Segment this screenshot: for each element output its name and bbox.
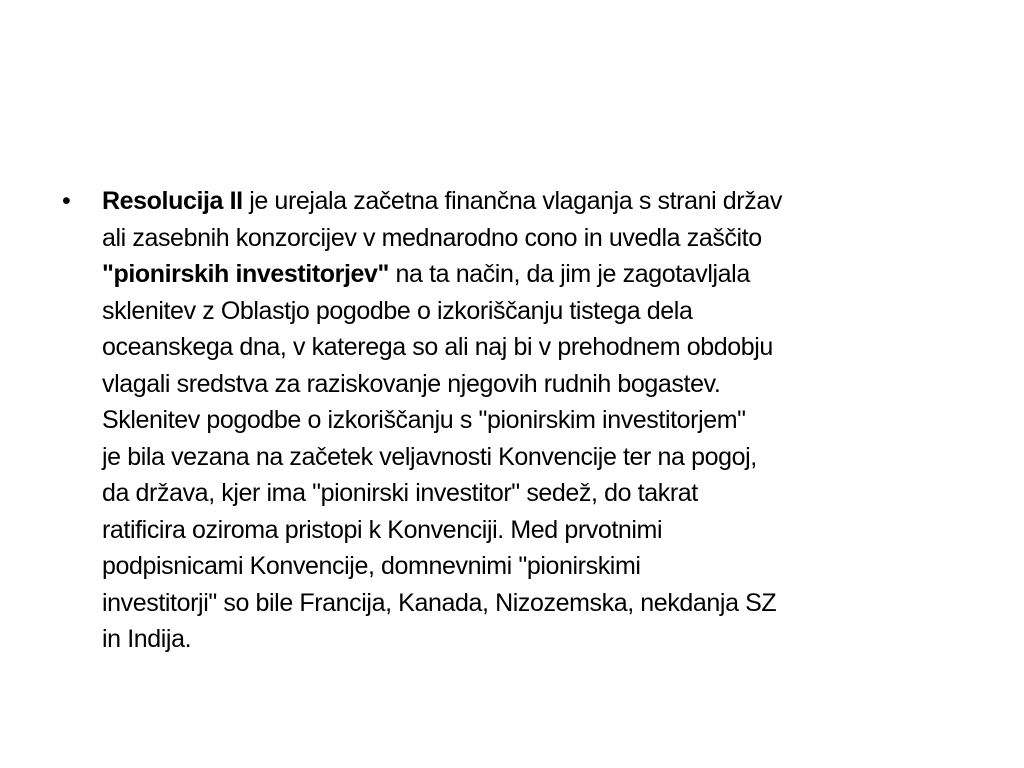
text-run: investitorji" so bile Francija, Kanada, Nizozemska, nekdanja SZ [102, 588, 777, 617]
bold-text-run: Resolucija II [102, 187, 243, 215]
bold-text-run: "pionirskih investitorjev" [102, 260, 389, 288]
text-run: podpisnicami Konvencije, domnevnimi "pionirskimi [102, 552, 641, 580]
text-run: je bila vezana na začetek veljavnosti Konvencije ter na pogoj, [102, 442, 757, 471]
text-run: sklenitev z Oblastjo pogodbe o izkoriščanju tistega dela [102, 296, 693, 325]
text-run: ratificira oziroma pristopi k Konvenciji. Med prvotnimi [102, 515, 663, 544]
bullet-icon: • [62, 187, 71, 215]
paragraph-line [102, 585, 978, 622]
text-run: oceanskega dna, v katerega so ali naj bi v prehodnem obdobju [102, 333, 773, 361]
text-run: na ta način, da jim je zagotavljala [389, 260, 750, 288]
paragraph-line [102, 402, 978, 439]
paragraph-line [102, 439, 978, 476]
paragraph-line [102, 548, 978, 585]
paragraph-line [102, 621, 978, 658]
paragraph-line [102, 329, 978, 366]
paragraph-line [102, 293, 978, 330]
text-run: vlagali sredstva za raziskovanje njegovih rudnih bogastev. [102, 369, 721, 398]
text-run: da država, kjer ima "pionirski investitor" sedež, do takrat [102, 479, 698, 507]
paragraph-line [102, 366, 978, 403]
paragraph-line [102, 183, 978, 220]
paragraph-line [102, 475, 978, 512]
text-run: in Indija. [102, 625, 192, 653]
slide-content [58, 183, 978, 658]
text-run: je urejala začetna finančna vlaganja s strani držav [242, 187, 782, 215]
paragraph-line [102, 220, 978, 257]
text-run: ali zasebnih konzorcijev v mednarodno cono in uvedla zaščito [102, 223, 762, 252]
bullet-paragraph [102, 183, 978, 658]
paragraph-line [102, 512, 978, 549]
paragraph-line [102, 256, 978, 293]
text-run: Sklenitev pogodbe o izkoriščanju s "pionirskim investitorjem" [102, 406, 746, 434]
bullet-item [58, 183, 978, 658]
